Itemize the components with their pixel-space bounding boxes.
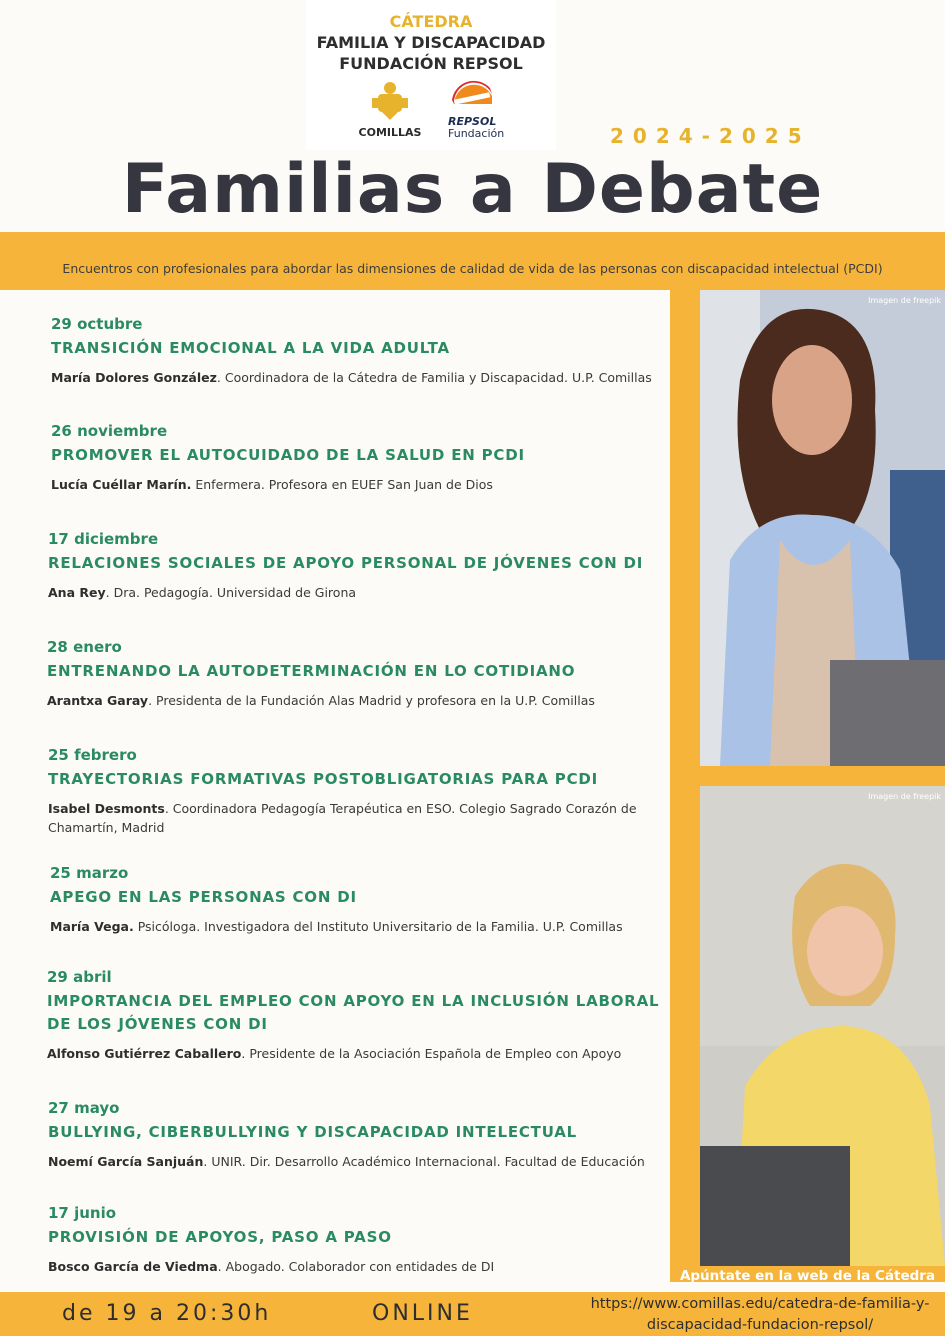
comillas-logo-text: COMILLAS bbox=[358, 126, 422, 139]
schedule-time: de 19 a 20:30h bbox=[62, 1301, 272, 1326]
speaker-name: Bosco García de Viedma bbox=[48, 1259, 218, 1274]
catedra-name-line2: FUNDACIÓN REPSOL bbox=[339, 54, 523, 73]
event-item bbox=[51, 315, 711, 387]
speaker-name: Lucía Cuéllar Marín. bbox=[51, 477, 192, 492]
catedra-label: CÁTEDRA bbox=[389, 12, 473, 31]
photo-woman-laptop bbox=[700, 290, 945, 766]
repsol-logo-icon bbox=[448, 78, 498, 112]
event-speaker bbox=[50, 917, 710, 936]
event-item bbox=[47, 638, 707, 710]
catedra-name-line1: FAMILIA Y DISCAPACIDAD bbox=[316, 33, 546, 52]
event-date: 26 noviembre bbox=[51, 422, 168, 440]
signup-cta: Apúntate en la web de la Cátedra bbox=[679, 1268, 936, 1284]
event-date: 27 mayo bbox=[48, 1099, 120, 1117]
speaker-name: Noemí García Sanjuán bbox=[48, 1154, 204, 1169]
speaker-role: Enfermera. Profesora en EUEF San Juan de Dios bbox=[191, 477, 493, 492]
url-line1: https://www.comillas.edu/catedra-de-familia-y- bbox=[590, 1296, 930, 1312]
event-mode: ONLINE bbox=[372, 1301, 473, 1326]
speaker-name: Arantxa Garay bbox=[47, 693, 149, 708]
speaker-name: María Vega. bbox=[50, 919, 134, 934]
photo-girl-laptop bbox=[700, 786, 945, 1266]
repsol-logo bbox=[448, 78, 528, 140]
woman-laptop-image bbox=[700, 290, 945, 766]
speaker-role: . Presidente de la Asociación Española de Empleo con Apoyo bbox=[241, 1046, 622, 1061]
academic-year: 2024-2025 bbox=[610, 124, 811, 148]
event-item bbox=[51, 422, 711, 494]
event-date: 17 diciembre bbox=[48, 530, 159, 548]
event-speaker bbox=[48, 1152, 708, 1171]
event-date: 29 abril bbox=[47, 968, 112, 986]
event-title: TRAYECTORIAS FORMATIVAS POSTOBLIGATORIAS PARA PCDI bbox=[48, 770, 599, 788]
event-date: 29 octubre bbox=[51, 315, 143, 333]
speaker-role: . Abogado. Colaborador con entidades de DI bbox=[217, 1259, 495, 1274]
event-date: 25 febrero bbox=[48, 746, 137, 764]
event-date: 25 marzo bbox=[50, 864, 129, 882]
event-item bbox=[47, 968, 667, 1063]
speaker-role: Psicóloga. Investigadora del Instituto Universitario de la Familia. U.P. Comillas bbox=[133, 919, 623, 934]
speaker-name: Ana Rey bbox=[48, 585, 106, 600]
image-credit-2: Imagen de freepik bbox=[868, 792, 941, 801]
event-item bbox=[48, 1204, 708, 1276]
event-title: ENTRENANDO LA AUTODETERMINACIÓN EN LO COTIDIANO bbox=[47, 662, 576, 680]
event-title: TRANSICIÓN EMOCIONAL A LA VIDA ADULTA bbox=[51, 339, 450, 357]
repsol-logo-text: REPSOL bbox=[448, 115, 497, 128]
event-title: APEGO EN LAS PERSONAS CON DI bbox=[50, 888, 357, 906]
girl-laptop-image bbox=[700, 786, 945, 1266]
event-title: IMPORTANCIA DEL EMPLEO CON APOYO EN LA INCLUSIÓN LABORAL DE LOS JÓVENES CON DI bbox=[47, 992, 660, 1033]
event-title: PROMOVER EL AUTOCUIDADO DE LA SALUD EN PCDI bbox=[51, 446, 525, 464]
speaker-name: Alfonso Gutiérrez Caballero bbox=[47, 1046, 242, 1061]
speaker-role: . Coordinadora Pedagogía Terapéutica en ESO. Colegio Sagrado Corazón de Chamartín, Madrid bbox=[48, 801, 637, 835]
event-speaker bbox=[51, 368, 711, 387]
url-line2: discapacidad-fundacion-repsol/ bbox=[646, 1317, 874, 1333]
speaker-name: Isabel Desmonts bbox=[48, 801, 165, 816]
speaker-role: . UNIR. Dir. Desarrollo Académico Internacional. Facultad de Educación bbox=[203, 1154, 645, 1169]
speaker-name: María Dolores González bbox=[51, 370, 217, 385]
comillas-crest-icon bbox=[368, 80, 412, 120]
page-title: Familias a Debate bbox=[121, 150, 824, 229]
repsol-logo-sub: Fundación bbox=[448, 127, 505, 140]
event-speaker bbox=[47, 1044, 667, 1063]
event-speaker bbox=[48, 799, 648, 837]
image-credit-1: Imagen de freepik bbox=[868, 296, 941, 305]
event-item bbox=[48, 530, 708, 602]
page-subtitle: Encuentros con profesionales para abordar las dimensiones de calidad de vida de las personas con discapacidad intelectual (PCDI) bbox=[62, 261, 883, 276]
event-speaker bbox=[47, 691, 707, 710]
speaker-role: . Dra. Pedagogía. Universidad de Girona bbox=[105, 585, 357, 600]
event-title: RELACIONES SOCIALES DE APOYO PERSONAL DE JÓVENES CON DI bbox=[48, 554, 644, 572]
event-title: PROVISIÓN DE APOYOS, PASO A PASO bbox=[48, 1228, 392, 1246]
event-item bbox=[48, 1099, 708, 1171]
event-title: BULLYING, CIBERBULLYING Y DISCAPACIDAD INTELECTUAL bbox=[48, 1123, 577, 1141]
event-speaker bbox=[48, 1257, 708, 1276]
event-speaker bbox=[48, 583, 708, 602]
signup-url-link[interactable] bbox=[575, 1294, 945, 1336]
event-item bbox=[48, 746, 648, 837]
event-date: 28 enero bbox=[47, 638, 122, 656]
event-item bbox=[50, 864, 710, 936]
speaker-role: . Coordinadora de la Cátedra de Familia y Discapacidad. U.P. Comillas bbox=[216, 370, 652, 385]
event-date: 17 junio bbox=[48, 1204, 117, 1222]
speaker-role: . Presidenta de la Fundación Alas Madrid y profesora en la U.P. Comillas bbox=[148, 693, 595, 708]
catedra-name bbox=[306, 32, 556, 74]
event-speaker bbox=[51, 475, 711, 494]
comillas-logo bbox=[352, 80, 428, 139]
